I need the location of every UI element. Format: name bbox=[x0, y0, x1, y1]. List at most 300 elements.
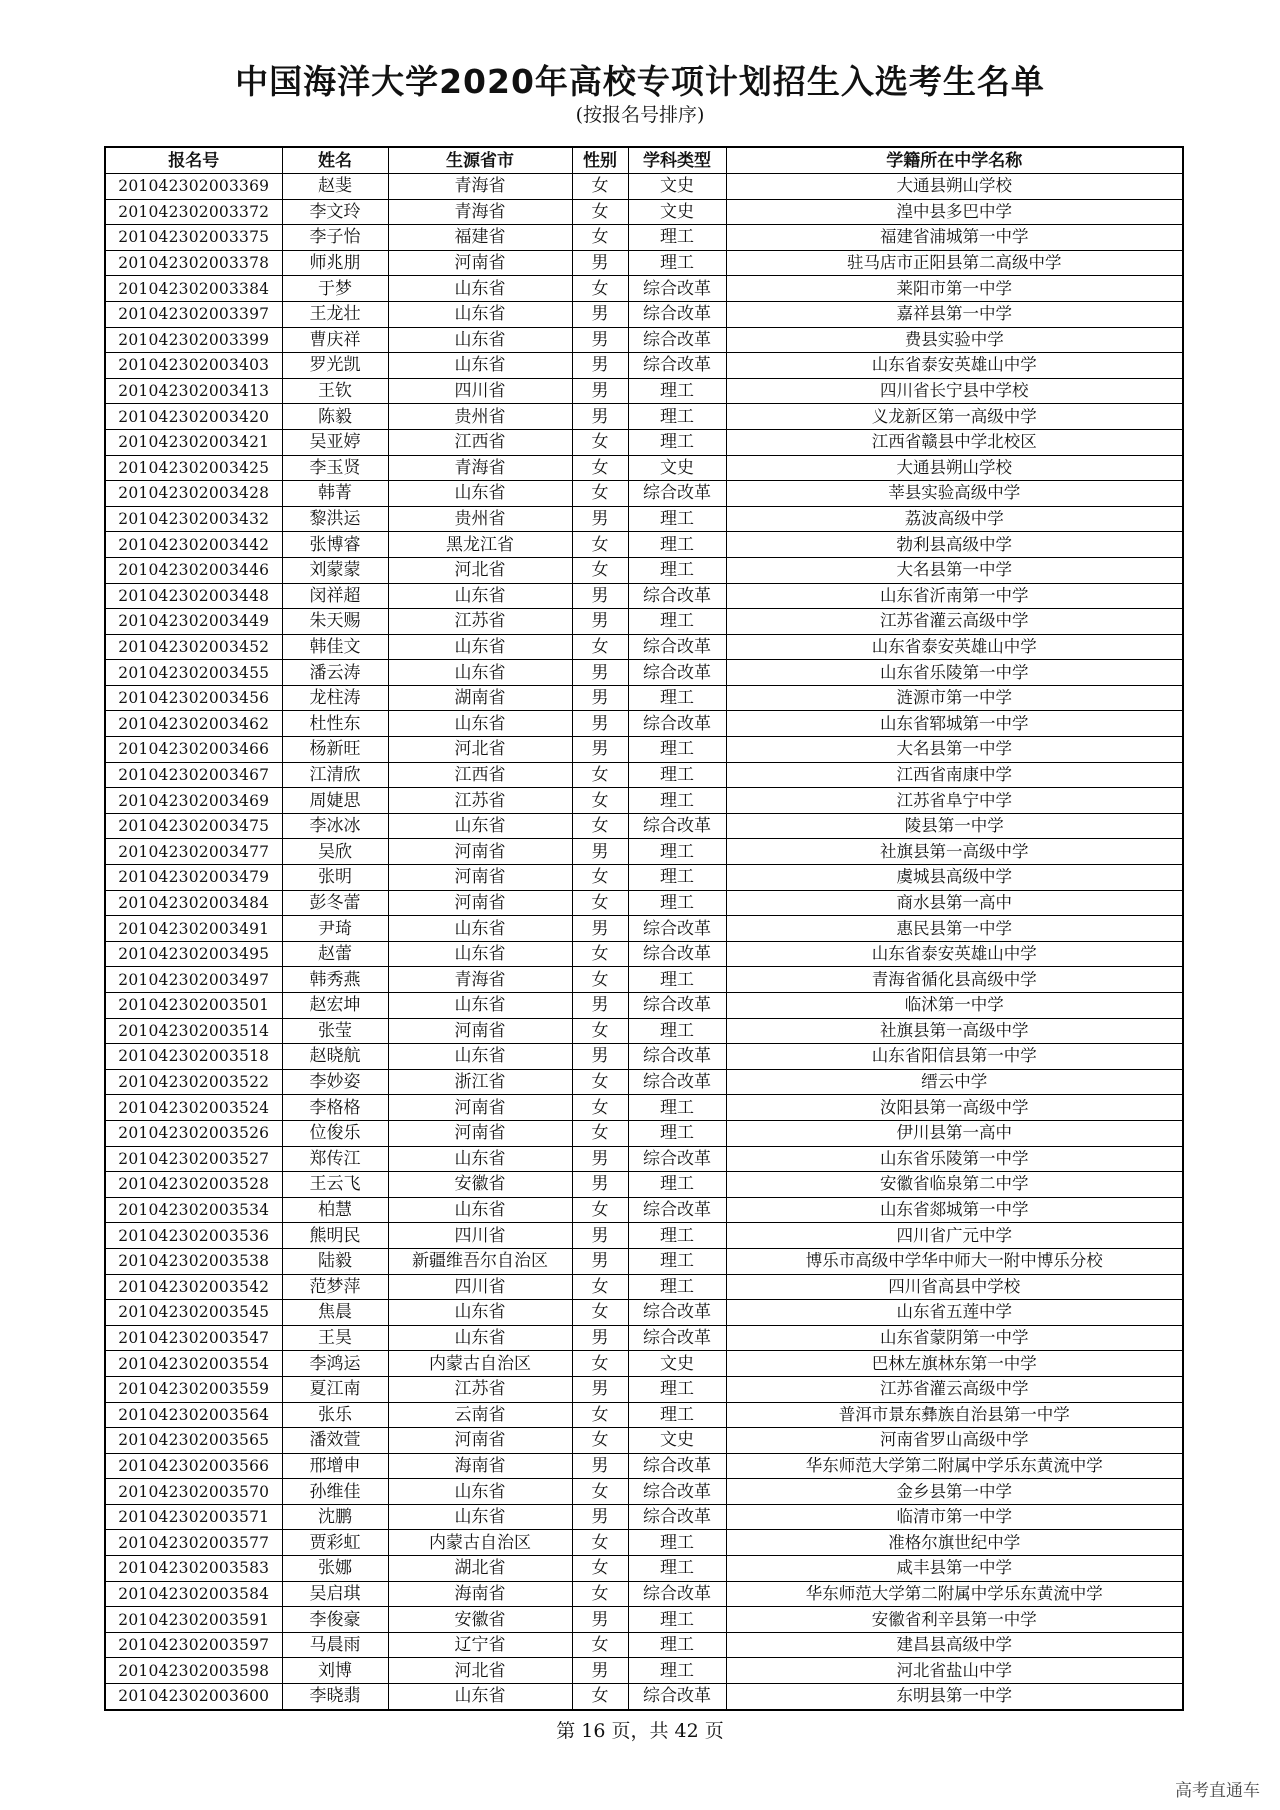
cell-id: 201042302003566 bbox=[105, 1453, 282, 1479]
cell-name: 罗光凯 bbox=[282, 353, 388, 379]
cell-name: 李晓翡 bbox=[282, 1684, 388, 1710]
cell-id: 201042302003570 bbox=[105, 1479, 282, 1505]
cell-province: 贵州省 bbox=[388, 506, 572, 532]
cell-province: 山东省 bbox=[388, 660, 572, 686]
cell-id: 201042302003524 bbox=[105, 1095, 282, 1121]
cell-id: 201042302003384 bbox=[105, 276, 282, 302]
cell-school: 山东省阳信县第一中学 bbox=[726, 1044, 1183, 1070]
cell-gender: 女 bbox=[572, 865, 628, 891]
cell-id: 201042302003455 bbox=[105, 660, 282, 686]
table-row bbox=[105, 557, 1183, 583]
cell-subject: 理工 bbox=[628, 506, 726, 532]
cell-id: 201042302003571 bbox=[105, 1504, 282, 1530]
cell-name: 师兆朋 bbox=[282, 250, 388, 276]
table-row bbox=[105, 762, 1183, 788]
header-gender: 性别 bbox=[572, 147, 628, 174]
cell-name: 张明 bbox=[282, 865, 388, 891]
cell-school: 惠民县第一中学 bbox=[726, 916, 1183, 942]
cell-province: 江西省 bbox=[388, 429, 572, 455]
header-school: 学籍所在中学名称 bbox=[726, 147, 1183, 174]
cell-name: 江清欣 bbox=[282, 762, 388, 788]
cell-school: 准格尔旗世纪中学 bbox=[726, 1530, 1183, 1556]
cell-gender: 女 bbox=[572, 1556, 628, 1582]
cell-gender: 男 bbox=[572, 301, 628, 327]
cell-id: 201042302003475 bbox=[105, 813, 282, 839]
cell-id: 201042302003466 bbox=[105, 737, 282, 763]
cell-subject: 综合改革 bbox=[628, 941, 726, 967]
cell-gender: 女 bbox=[572, 1300, 628, 1326]
cell-school: 商水县第一高中 bbox=[726, 890, 1183, 916]
cell-province: 山东省 bbox=[388, 1146, 572, 1172]
cell-id: 201042302003397 bbox=[105, 301, 282, 327]
cell-subject: 理工 bbox=[628, 865, 726, 891]
table-row bbox=[105, 225, 1183, 251]
cell-gender: 女 bbox=[572, 1274, 628, 1300]
cell-id: 201042302003449 bbox=[105, 609, 282, 635]
table-row bbox=[105, 993, 1183, 1019]
cell-subject: 综合改革 bbox=[628, 1146, 726, 1172]
table-row bbox=[105, 941, 1183, 967]
table-row bbox=[105, 1095, 1183, 1121]
cell-province: 山东省 bbox=[388, 327, 572, 353]
cell-school: 东明县第一中学 bbox=[726, 1684, 1183, 1710]
cell-name: 潘效萱 bbox=[282, 1428, 388, 1454]
cell-id: 201042302003577 bbox=[105, 1530, 282, 1556]
table-row bbox=[105, 711, 1183, 737]
header-name: 姓名 bbox=[282, 147, 388, 174]
cell-province: 海南省 bbox=[388, 1453, 572, 1479]
cell-province: 山东省 bbox=[388, 353, 572, 379]
table-row bbox=[105, 174, 1183, 200]
cell-id: 201042302003600 bbox=[105, 1684, 282, 1710]
cell-province: 青海省 bbox=[388, 967, 572, 993]
table-row bbox=[105, 301, 1183, 327]
cell-school: 湟中县多巴中学 bbox=[726, 199, 1183, 225]
cell-id: 201042302003378 bbox=[105, 250, 282, 276]
cell-name: 沈鹏 bbox=[282, 1504, 388, 1530]
cell-id: 201042302003425 bbox=[105, 455, 282, 481]
cell-school: 安徽省利辛县第一中学 bbox=[726, 1607, 1183, 1633]
cell-province: 河北省 bbox=[388, 737, 572, 763]
watermark: 高考直通车 bbox=[1175, 1781, 1260, 1801]
table-row bbox=[105, 1479, 1183, 1505]
table-row bbox=[105, 1581, 1183, 1607]
cell-province: 安徽省 bbox=[388, 1172, 572, 1198]
cell-province: 河南省 bbox=[388, 1018, 572, 1044]
cell-subject: 理工 bbox=[628, 1172, 726, 1198]
cell-school: 陵县第一中学 bbox=[726, 813, 1183, 839]
table-row bbox=[105, 1684, 1183, 1710]
cell-name: 韩秀燕 bbox=[282, 967, 388, 993]
cell-province: 山东省 bbox=[388, 1300, 572, 1326]
cell-subject: 理工 bbox=[628, 1632, 726, 1658]
cell-gender: 女 bbox=[572, 1120, 628, 1146]
cell-subject: 理工 bbox=[628, 1223, 726, 1249]
cell-name: 王云飞 bbox=[282, 1172, 388, 1198]
cell-gender: 女 bbox=[572, 813, 628, 839]
cell-gender: 男 bbox=[572, 1146, 628, 1172]
cell-gender: 男 bbox=[572, 327, 628, 353]
cell-school: 大名县第一中学 bbox=[726, 557, 1183, 583]
table-row bbox=[105, 1248, 1183, 1274]
cell-id: 201042302003491 bbox=[105, 916, 282, 942]
cell-school: 河北省盐山中学 bbox=[726, 1658, 1183, 1684]
cell-gender: 女 bbox=[572, 1428, 628, 1454]
cell-school: 山东省泰安英雄山中学 bbox=[726, 941, 1183, 967]
table-row bbox=[105, 1274, 1183, 1300]
cell-school: 驻马店市正阳县第二高级中学 bbox=[726, 250, 1183, 276]
cell-id: 201042302003432 bbox=[105, 506, 282, 532]
cell-subject: 综合改革 bbox=[628, 1325, 726, 1351]
cell-gender: 女 bbox=[572, 967, 628, 993]
header-province: 生源省市 bbox=[388, 147, 572, 174]
cell-school: 普洱市景东彝族自治县第一中学 bbox=[726, 1402, 1183, 1428]
table-row bbox=[105, 1428, 1183, 1454]
cell-subject: 综合改革 bbox=[628, 1069, 726, 1095]
cell-province: 湖北省 bbox=[388, 1556, 572, 1582]
cell-gender: 男 bbox=[572, 1223, 628, 1249]
table-row bbox=[105, 250, 1183, 276]
cell-name: 李俊豪 bbox=[282, 1607, 388, 1633]
cell-name: 赵斐 bbox=[282, 174, 388, 200]
cell-gender: 女 bbox=[572, 941, 628, 967]
cell-subject: 理工 bbox=[628, 1402, 726, 1428]
cell-province: 四川省 bbox=[388, 1223, 572, 1249]
cell-province: 青海省 bbox=[388, 455, 572, 481]
cell-school: 莘县实验高级中学 bbox=[726, 481, 1183, 507]
cell-subject: 理工 bbox=[628, 788, 726, 814]
cell-subject: 文史 bbox=[628, 174, 726, 200]
cell-id: 201042302003597 bbox=[105, 1632, 282, 1658]
cell-subject: 综合改革 bbox=[628, 660, 726, 686]
cell-id: 201042302003538 bbox=[105, 1248, 282, 1274]
cell-subject: 理工 bbox=[628, 1248, 726, 1274]
cell-name: 李妙姿 bbox=[282, 1069, 388, 1095]
cell-school: 山东省乐陵第一中学 bbox=[726, 660, 1183, 686]
cell-school: 华东师范大学第二附属中学乐东黄流中学 bbox=[726, 1453, 1183, 1479]
cell-subject: 综合改革 bbox=[628, 634, 726, 660]
cell-name: 邢增申 bbox=[282, 1453, 388, 1479]
table-row bbox=[105, 1453, 1183, 1479]
cell-province: 山东省 bbox=[388, 276, 572, 302]
cell-gender: 男 bbox=[572, 1172, 628, 1198]
cell-province: 贵州省 bbox=[388, 404, 572, 430]
cell-name: 柏慧 bbox=[282, 1197, 388, 1223]
cell-gender: 男 bbox=[572, 378, 628, 404]
cell-school: 河南省罗山高级中学 bbox=[726, 1428, 1183, 1454]
cell-province: 江西省 bbox=[388, 762, 572, 788]
cell-id: 201042302003497 bbox=[105, 967, 282, 993]
cell-id: 201042302003369 bbox=[105, 174, 282, 200]
cell-province: 山东省 bbox=[388, 941, 572, 967]
cell-school: 荔波高级中学 bbox=[726, 506, 1183, 532]
table-row bbox=[105, 1223, 1183, 1249]
cell-gender: 男 bbox=[572, 916, 628, 942]
table-row bbox=[105, 455, 1183, 481]
cell-subject: 理工 bbox=[628, 1274, 726, 1300]
cell-gender: 女 bbox=[572, 532, 628, 558]
cell-name: 夏江南 bbox=[282, 1376, 388, 1402]
cell-school: 汝阳县第一高级中学 bbox=[726, 1095, 1183, 1121]
cell-name: 赵晓航 bbox=[282, 1044, 388, 1070]
cell-subject: 理工 bbox=[628, 378, 726, 404]
table-row bbox=[105, 481, 1183, 507]
cell-id: 201042302003456 bbox=[105, 685, 282, 711]
table-row bbox=[105, 276, 1183, 302]
cell-name: 王龙壮 bbox=[282, 301, 388, 327]
cell-id: 201042302003547 bbox=[105, 1325, 282, 1351]
cell-name: 韩菁 bbox=[282, 481, 388, 507]
cell-name: 王钦 bbox=[282, 378, 388, 404]
cell-gender: 女 bbox=[572, 634, 628, 660]
cell-province: 青海省 bbox=[388, 199, 572, 225]
cell-school: 山东省郓城第一中学 bbox=[726, 711, 1183, 737]
cell-school: 义龙新区第一高级中学 bbox=[726, 404, 1183, 430]
cell-gender: 男 bbox=[572, 250, 628, 276]
cell-subject: 理工 bbox=[628, 532, 726, 558]
cell-name: 杜性东 bbox=[282, 711, 388, 737]
cell-province: 河南省 bbox=[388, 1428, 572, 1454]
cell-subject: 综合改革 bbox=[628, 481, 726, 507]
cell-gender: 男 bbox=[572, 993, 628, 1019]
cell-id: 201042302003477 bbox=[105, 839, 282, 865]
cell-gender: 女 bbox=[572, 1479, 628, 1505]
cell-name: 李格格 bbox=[282, 1095, 388, 1121]
cell-province: 河北省 bbox=[388, 557, 572, 583]
cell-name: 焦晨 bbox=[282, 1300, 388, 1326]
cell-subject: 理工 bbox=[628, 1658, 726, 1684]
cell-gender: 男 bbox=[572, 353, 628, 379]
cell-name: 孙维佳 bbox=[282, 1479, 388, 1505]
cell-school: 嘉祥县第一中学 bbox=[726, 301, 1183, 327]
cell-name: 李鸿运 bbox=[282, 1351, 388, 1377]
cell-gender: 女 bbox=[572, 557, 628, 583]
table-row bbox=[105, 890, 1183, 916]
cell-gender: 女 bbox=[572, 1351, 628, 1377]
cell-name: 贾彩虹 bbox=[282, 1530, 388, 1556]
cell-province: 河南省 bbox=[388, 250, 572, 276]
cell-province: 河北省 bbox=[388, 1658, 572, 1684]
cell-id: 201042302003591 bbox=[105, 1607, 282, 1633]
cell-province: 江苏省 bbox=[388, 609, 572, 635]
cell-id: 201042302003452 bbox=[105, 634, 282, 660]
cell-id: 201042302003479 bbox=[105, 865, 282, 891]
cell-name: 刘博 bbox=[282, 1658, 388, 1684]
cell-school: 巴林左旗林东第一中学 bbox=[726, 1351, 1183, 1377]
cell-subject: 综合改革 bbox=[628, 1197, 726, 1223]
cell-id: 201042302003518 bbox=[105, 1044, 282, 1070]
cell-school: 四川省广元中学 bbox=[726, 1223, 1183, 1249]
table-row bbox=[105, 532, 1183, 558]
header-subject: 学科类型 bbox=[628, 147, 726, 174]
cell-name: 朱天赐 bbox=[282, 609, 388, 635]
cell-gender: 女 bbox=[572, 1095, 628, 1121]
cell-gender: 女 bbox=[572, 455, 628, 481]
cell-id: 201042302003428 bbox=[105, 481, 282, 507]
cell-province: 湖南省 bbox=[388, 685, 572, 711]
cell-id: 201042302003565 bbox=[105, 1428, 282, 1454]
cell-gender: 男 bbox=[572, 1607, 628, 1633]
cell-subject: 理工 bbox=[628, 1607, 726, 1633]
cell-name: 张博睿 bbox=[282, 532, 388, 558]
cell-school: 四川省高县中学校 bbox=[726, 1274, 1183, 1300]
cell-province: 江苏省 bbox=[388, 788, 572, 814]
table-row bbox=[105, 404, 1183, 430]
cell-gender: 女 bbox=[572, 429, 628, 455]
candidate-table bbox=[104, 146, 1184, 1711]
table-row bbox=[105, 199, 1183, 225]
cell-province: 山东省 bbox=[388, 1504, 572, 1530]
cell-province: 山东省 bbox=[388, 993, 572, 1019]
cell-province: 河南省 bbox=[388, 865, 572, 891]
cell-subject: 综合改革 bbox=[628, 813, 726, 839]
cell-school: 勃利县高级中学 bbox=[726, 532, 1183, 558]
cell-subject: 综合改革 bbox=[628, 1453, 726, 1479]
cell-name: 吴欣 bbox=[282, 839, 388, 865]
cell-school: 山东省泰安英雄山中学 bbox=[726, 634, 1183, 660]
cell-gender: 女 bbox=[572, 890, 628, 916]
cell-school: 建昌县高级中学 bbox=[726, 1632, 1183, 1658]
cell-name: 张娜 bbox=[282, 1556, 388, 1582]
cell-gender: 女 bbox=[572, 1197, 628, 1223]
table-row bbox=[105, 1069, 1183, 1095]
cell-subject: 综合改革 bbox=[628, 301, 726, 327]
cell-province: 云南省 bbox=[388, 1402, 572, 1428]
cell-gender: 女 bbox=[572, 1632, 628, 1658]
table-row bbox=[105, 1632, 1183, 1658]
table-row bbox=[105, 506, 1183, 532]
table-row bbox=[105, 788, 1183, 814]
cell-subject: 理工 bbox=[628, 839, 726, 865]
cell-gender: 女 bbox=[572, 1402, 628, 1428]
cell-province: 山东省 bbox=[388, 301, 572, 327]
cell-gender: 女 bbox=[572, 788, 628, 814]
cell-name: 龙柱涛 bbox=[282, 685, 388, 711]
cell-subject: 综合改革 bbox=[628, 1044, 726, 1070]
cell-id: 201042302003413 bbox=[105, 378, 282, 404]
page-title: 中国海洋大学2020年高校专项计划招生入选考生名单 bbox=[235, 62, 1045, 101]
cell-school: 江西省南康中学 bbox=[726, 762, 1183, 788]
cell-school: 江苏省阜宁中学 bbox=[726, 788, 1183, 814]
cell-gender: 女 bbox=[572, 1581, 628, 1607]
cell-subject: 综合改革 bbox=[628, 353, 726, 379]
cell-school: 江苏省灌云高级中学 bbox=[726, 609, 1183, 635]
table-row bbox=[105, 378, 1183, 404]
cell-subject: 综合改革 bbox=[628, 1300, 726, 1326]
cell-id: 201042302003420 bbox=[105, 404, 282, 430]
cell-province: 山东省 bbox=[388, 634, 572, 660]
cell-subject: 综合改革 bbox=[628, 711, 726, 737]
cell-school: 大通县朔山学校 bbox=[726, 455, 1183, 481]
cell-subject: 理工 bbox=[628, 1120, 726, 1146]
cell-name: 尹琦 bbox=[282, 916, 388, 942]
cell-id: 201042302003564 bbox=[105, 1402, 282, 1428]
cell-name: 陆毅 bbox=[282, 1248, 388, 1274]
cell-school: 山东省泰安英雄山中学 bbox=[726, 353, 1183, 379]
table-row bbox=[105, 1197, 1183, 1223]
table-row bbox=[105, 327, 1183, 353]
cell-subject: 理工 bbox=[628, 762, 726, 788]
cell-province: 福建省 bbox=[388, 225, 572, 251]
table-row bbox=[105, 967, 1183, 993]
cell-id: 201042302003514 bbox=[105, 1018, 282, 1044]
cell-id: 201042302003495 bbox=[105, 941, 282, 967]
cell-province: 山东省 bbox=[388, 1479, 572, 1505]
cell-province: 山东省 bbox=[388, 711, 572, 737]
cell-school: 临沭第一中学 bbox=[726, 993, 1183, 1019]
table-row bbox=[105, 685, 1183, 711]
cell-province: 山东省 bbox=[388, 481, 572, 507]
cell-school: 缙云中学 bbox=[726, 1069, 1183, 1095]
table-row bbox=[105, 1351, 1183, 1377]
cell-gender: 男 bbox=[572, 1325, 628, 1351]
cell-name: 韩佳文 bbox=[282, 634, 388, 660]
cell-school: 山东省乐陵第一中学 bbox=[726, 1146, 1183, 1172]
cell-gender: 女 bbox=[572, 1530, 628, 1556]
table-row bbox=[105, 916, 1183, 942]
table-row bbox=[105, 429, 1183, 455]
cell-subject: 理工 bbox=[628, 890, 726, 916]
cell-id: 201042302003421 bbox=[105, 429, 282, 455]
cell-gender: 女 bbox=[572, 1069, 628, 1095]
cell-gender: 男 bbox=[572, 737, 628, 763]
cell-name: 位俊乐 bbox=[282, 1120, 388, 1146]
cell-school: 安徽省临泉第二中学 bbox=[726, 1172, 1183, 1198]
cell-id: 201042302003522 bbox=[105, 1069, 282, 1095]
cell-id: 201042302003559 bbox=[105, 1376, 282, 1402]
cell-name: 赵蕾 bbox=[282, 941, 388, 967]
cell-id: 201042302003584 bbox=[105, 1581, 282, 1607]
cell-name: 郑传江 bbox=[282, 1146, 388, 1172]
cell-province: 辽宁省 bbox=[388, 1632, 572, 1658]
table-row bbox=[105, 1530, 1183, 1556]
cell-province: 河南省 bbox=[388, 1120, 572, 1146]
cell-gender: 女 bbox=[572, 1684, 628, 1710]
table-body bbox=[105, 174, 1183, 1710]
cell-school: 山东省沂南第一中学 bbox=[726, 583, 1183, 609]
table-row bbox=[105, 1607, 1183, 1633]
cell-school: 山东省郯城第一中学 bbox=[726, 1197, 1183, 1223]
table-row bbox=[105, 1146, 1183, 1172]
table-row bbox=[105, 609, 1183, 635]
cell-province: 海南省 bbox=[388, 1581, 572, 1607]
cell-id: 201042302003446 bbox=[105, 557, 282, 583]
table-row bbox=[105, 865, 1183, 891]
cell-name: 吴启琪 bbox=[282, 1581, 388, 1607]
cell-province: 山东省 bbox=[388, 583, 572, 609]
cell-name: 范梦萍 bbox=[282, 1274, 388, 1300]
cell-subject: 理工 bbox=[628, 404, 726, 430]
cell-school: 费县实验中学 bbox=[726, 327, 1183, 353]
cell-gender: 女 bbox=[572, 199, 628, 225]
cell-subject: 综合改革 bbox=[628, 1479, 726, 1505]
cell-province: 浙江省 bbox=[388, 1069, 572, 1095]
cell-name: 赵宏坤 bbox=[282, 993, 388, 1019]
cell-id: 201042302003484 bbox=[105, 890, 282, 916]
cell-subject: 理工 bbox=[628, 1018, 726, 1044]
cell-id: 201042302003442 bbox=[105, 532, 282, 558]
cell-province: 安徽省 bbox=[388, 1607, 572, 1633]
cell-gender: 男 bbox=[572, 1504, 628, 1530]
cell-id: 201042302003534 bbox=[105, 1197, 282, 1223]
table-row bbox=[105, 1402, 1183, 1428]
cell-subject: 综合改革 bbox=[628, 1581, 726, 1607]
cell-name: 李冰冰 bbox=[282, 813, 388, 839]
cell-id: 201042302003536 bbox=[105, 1223, 282, 1249]
cell-subject: 理工 bbox=[628, 737, 726, 763]
cell-province: 山东省 bbox=[388, 916, 572, 942]
table-row bbox=[105, 813, 1183, 839]
